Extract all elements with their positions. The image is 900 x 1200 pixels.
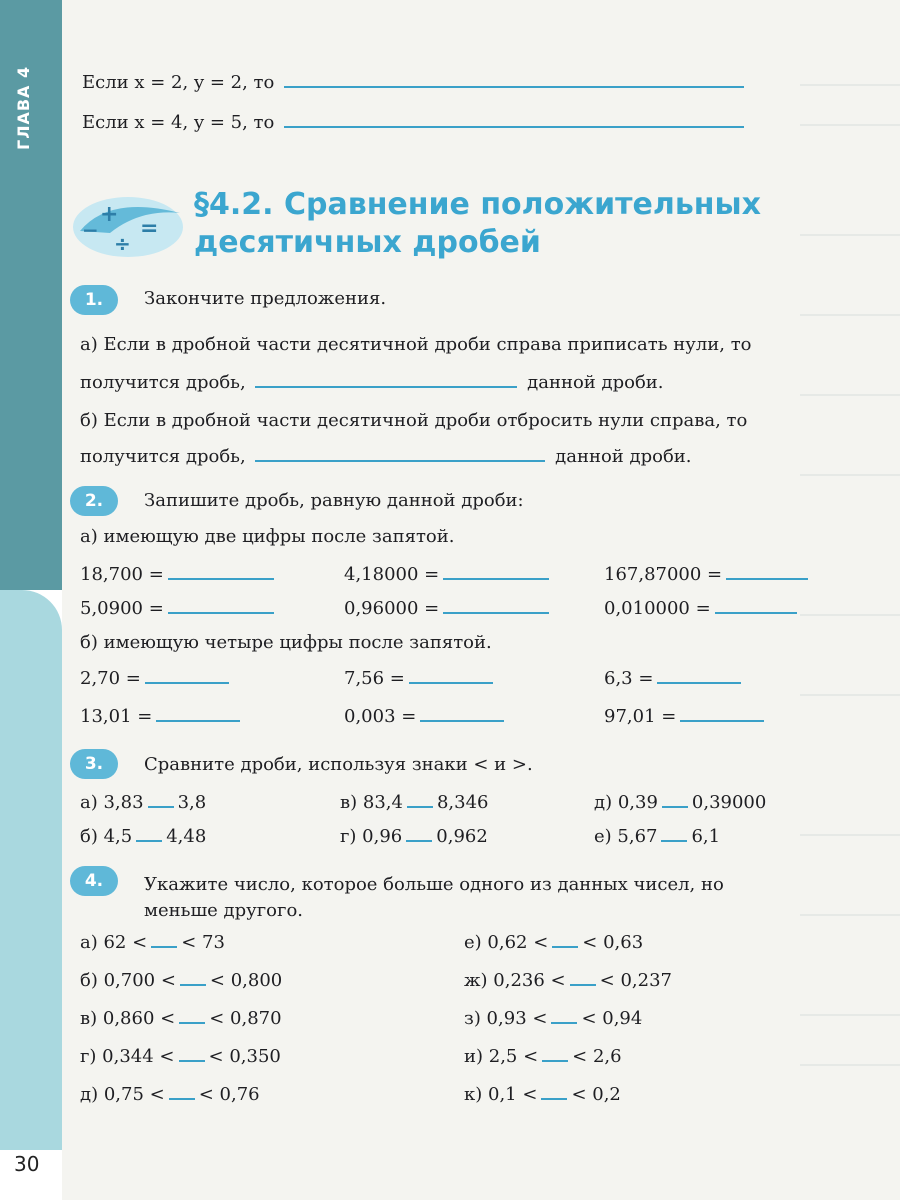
answer-blank[interactable] xyxy=(409,681,493,684)
answer-blank[interactable] xyxy=(715,611,797,614)
task1-b-prefix: получится дробь, xyxy=(80,446,246,467)
top-line-1-text: Если x = 2, y = 2, то xyxy=(82,72,275,93)
task3-right: 0,962 xyxy=(436,826,488,847)
task2-item xyxy=(344,668,497,689)
task2-expression: 167,87000 = xyxy=(604,564,723,585)
task4-lower: в) 0,860 < xyxy=(80,1008,176,1029)
task4-lower: и) 2,5 < xyxy=(464,1046,539,1067)
task4-lower: з) 0,93 < xyxy=(464,1008,548,1029)
task-number-badge: 3. xyxy=(70,749,118,779)
answer-blank[interactable] xyxy=(551,1021,577,1024)
section-title-line1: §4.2. Сравнение положительных xyxy=(194,187,761,222)
task2-expression: 18,700 = xyxy=(80,564,164,585)
chapter-label: ГЛАВА 4 xyxy=(14,65,33,150)
task4-item xyxy=(80,970,282,991)
answer-blank[interactable] xyxy=(255,459,545,462)
task2-expression: 2,70 = xyxy=(80,668,141,689)
sidebar-light-band xyxy=(0,590,62,1150)
task3-item xyxy=(80,826,206,847)
task1-title: Закончите предложения. xyxy=(144,288,387,309)
answer-blank[interactable] xyxy=(542,1059,568,1062)
answer-blank[interactable] xyxy=(156,719,240,722)
answer-blank[interactable] xyxy=(284,125,744,128)
task4-lower: к) 0,1 < xyxy=(464,1084,538,1105)
task1-a-prefix: получится дробь, xyxy=(80,372,246,393)
task2-item xyxy=(604,564,812,585)
task4-item xyxy=(464,1084,621,1105)
section-math-emblem xyxy=(70,185,190,265)
task4-item xyxy=(80,1008,282,1029)
top-line-2-text: Если x = 4, y = 5, то xyxy=(82,112,275,133)
answer-blank[interactable] xyxy=(168,577,274,580)
task3-left: а) 3,83 xyxy=(80,792,144,813)
task3-left: г) 0,96 xyxy=(340,826,403,847)
task2-item xyxy=(604,668,745,689)
task1-b-suffix: данной дроби. xyxy=(555,446,692,467)
svg-text:+: + xyxy=(100,202,119,227)
task2-expression: 0,96000 = xyxy=(344,598,440,619)
answer-blank[interactable] xyxy=(552,945,578,948)
task4-upper: < 2,6 xyxy=(572,1046,622,1067)
sign-blank[interactable] xyxy=(407,805,433,808)
answer-blank[interactable] xyxy=(180,983,206,986)
task1-a-line2 xyxy=(80,372,664,393)
task4-upper: < 0,63 xyxy=(582,932,644,953)
task4-upper: < 0,237 xyxy=(599,970,672,991)
task2-item xyxy=(344,598,553,619)
answer-blank[interactable] xyxy=(179,1021,205,1024)
top-line-2 xyxy=(82,112,748,133)
task3-right: 6,1 xyxy=(691,826,721,847)
task4-lower: е) 0,62 < xyxy=(464,932,549,953)
task2-expression: 13,01 = xyxy=(80,706,153,727)
task4-title-line1: Укажите число, которое больше одного из данных чисел, но xyxy=(144,874,724,895)
answer-blank[interactable] xyxy=(168,611,274,614)
task1-b-line1: б) Если в дробной части десятичной дроби отбросить нули справа, то xyxy=(80,410,748,431)
task4-upper: < 0,350 xyxy=(208,1046,281,1067)
task1-a-line1: а) Если в дробной части десятичной дроби справа приписать нули, то xyxy=(80,334,752,355)
task4-lower: ж) 0,236 < xyxy=(464,970,566,991)
task3-item xyxy=(80,792,206,813)
section-title xyxy=(194,186,761,262)
task4-lower: г) 0,344 < xyxy=(80,1046,175,1067)
answer-blank[interactable] xyxy=(541,1097,567,1100)
top-line-1 xyxy=(82,72,748,93)
task2-title: Запишите дробь, равную данной дроби: xyxy=(144,490,524,511)
task3-left: е) 5,67 xyxy=(594,826,658,847)
answer-blank[interactable] xyxy=(657,681,741,684)
task4-item xyxy=(80,932,225,953)
answer-blank[interactable] xyxy=(151,945,177,948)
sign-blank[interactable] xyxy=(136,839,162,842)
sign-blank[interactable] xyxy=(662,805,688,808)
task1-b-line2 xyxy=(80,446,692,467)
task2-item xyxy=(344,706,508,727)
task4-upper: < 0,870 xyxy=(209,1008,282,1029)
task4-item xyxy=(464,1008,642,1029)
task2-expression: 97,01 = xyxy=(604,706,677,727)
chapter-sidebar xyxy=(0,0,62,1200)
sign-blank[interactable] xyxy=(148,805,174,808)
page-content xyxy=(62,0,900,1200)
answer-blank[interactable] xyxy=(443,577,549,580)
task4-upper: < 0,76 xyxy=(198,1084,260,1105)
task3-right: 8,346 xyxy=(436,792,489,813)
task4-item xyxy=(80,1046,281,1067)
answer-blank[interactable] xyxy=(420,719,504,722)
task2-expression: 7,56 = xyxy=(344,668,405,689)
task3-right: 0,39000 xyxy=(691,792,767,813)
task3-right: 3,8 xyxy=(177,792,207,813)
task2-item xyxy=(80,598,278,619)
sign-blank[interactable] xyxy=(661,839,687,842)
task4-title-line2: меньше другого. xyxy=(144,900,304,921)
task2-expression: 5,0900 = xyxy=(80,598,164,619)
task4-item xyxy=(80,1084,260,1105)
svg-text:÷: ÷ xyxy=(114,232,131,256)
task2-item xyxy=(604,598,801,619)
sign-blank[interactable] xyxy=(406,839,432,842)
task4-lower: б) 0,700 < xyxy=(80,970,176,991)
task-number-badge: 2. xyxy=(70,486,118,516)
task2-item xyxy=(604,706,768,727)
task2-item xyxy=(344,564,553,585)
task4-item xyxy=(464,932,643,953)
task3-left: б) 4,5 xyxy=(80,826,133,847)
task2-expression: 4,18000 = xyxy=(344,564,440,585)
task4-item xyxy=(464,1046,622,1067)
task2-item xyxy=(80,564,278,585)
task4-upper: < 0,94 xyxy=(581,1008,643,1029)
answer-blank[interactable] xyxy=(179,1059,205,1062)
task3-right: 4,48 xyxy=(166,826,207,847)
task3-left: в) 83,4 xyxy=(340,792,403,813)
task3-item xyxy=(594,826,720,847)
task4-upper: < 73 xyxy=(181,932,225,953)
svg-text:=: = xyxy=(140,216,159,241)
task-number-badge: 4. xyxy=(70,866,118,896)
task4-upper: < 0,2 xyxy=(571,1084,621,1105)
task-number-badge: 1. xyxy=(70,285,118,315)
task4-item xyxy=(464,970,672,991)
answer-blank[interactable] xyxy=(145,681,229,684)
task3-title: Сравните дроби, используя знаки < и >. xyxy=(144,754,533,775)
section-title-line2: десятичных дробей xyxy=(194,225,541,260)
answer-blank[interactable] xyxy=(680,719,764,722)
task2-item xyxy=(80,668,233,689)
answer-blank[interactable] xyxy=(284,85,744,88)
answer-blank[interactable] xyxy=(570,983,596,986)
task2-expression: 6,3 = xyxy=(604,668,654,689)
task3-left: д) 0,39 xyxy=(594,792,658,813)
answer-blank[interactable] xyxy=(255,385,517,388)
answer-blank[interactable] xyxy=(169,1097,195,1100)
answer-blank[interactable] xyxy=(726,577,808,580)
task3-item xyxy=(340,826,488,847)
task1-a-suffix: данной дроби. xyxy=(527,372,664,393)
answer-blank[interactable] xyxy=(443,611,549,614)
task3-item xyxy=(340,792,489,813)
task2-item xyxy=(80,706,244,727)
task2-a-label: а) имеющую две цифры после запятой. xyxy=(80,526,455,547)
task4-upper: < 0,800 xyxy=(209,970,283,991)
task2-expression: 0,010000 = xyxy=(604,598,711,619)
page-number: 30 xyxy=(14,1152,40,1176)
task4-lower: д) 0,75 < xyxy=(80,1084,165,1105)
svg-text:−: − xyxy=(82,218,99,242)
task4-lower: а) 62 < xyxy=(80,932,148,953)
task2-expression: 0,003 = xyxy=(344,706,417,727)
task3-item xyxy=(594,792,766,813)
task2-b-label: б) имеющую четыре цифры после запятой. xyxy=(80,632,492,653)
